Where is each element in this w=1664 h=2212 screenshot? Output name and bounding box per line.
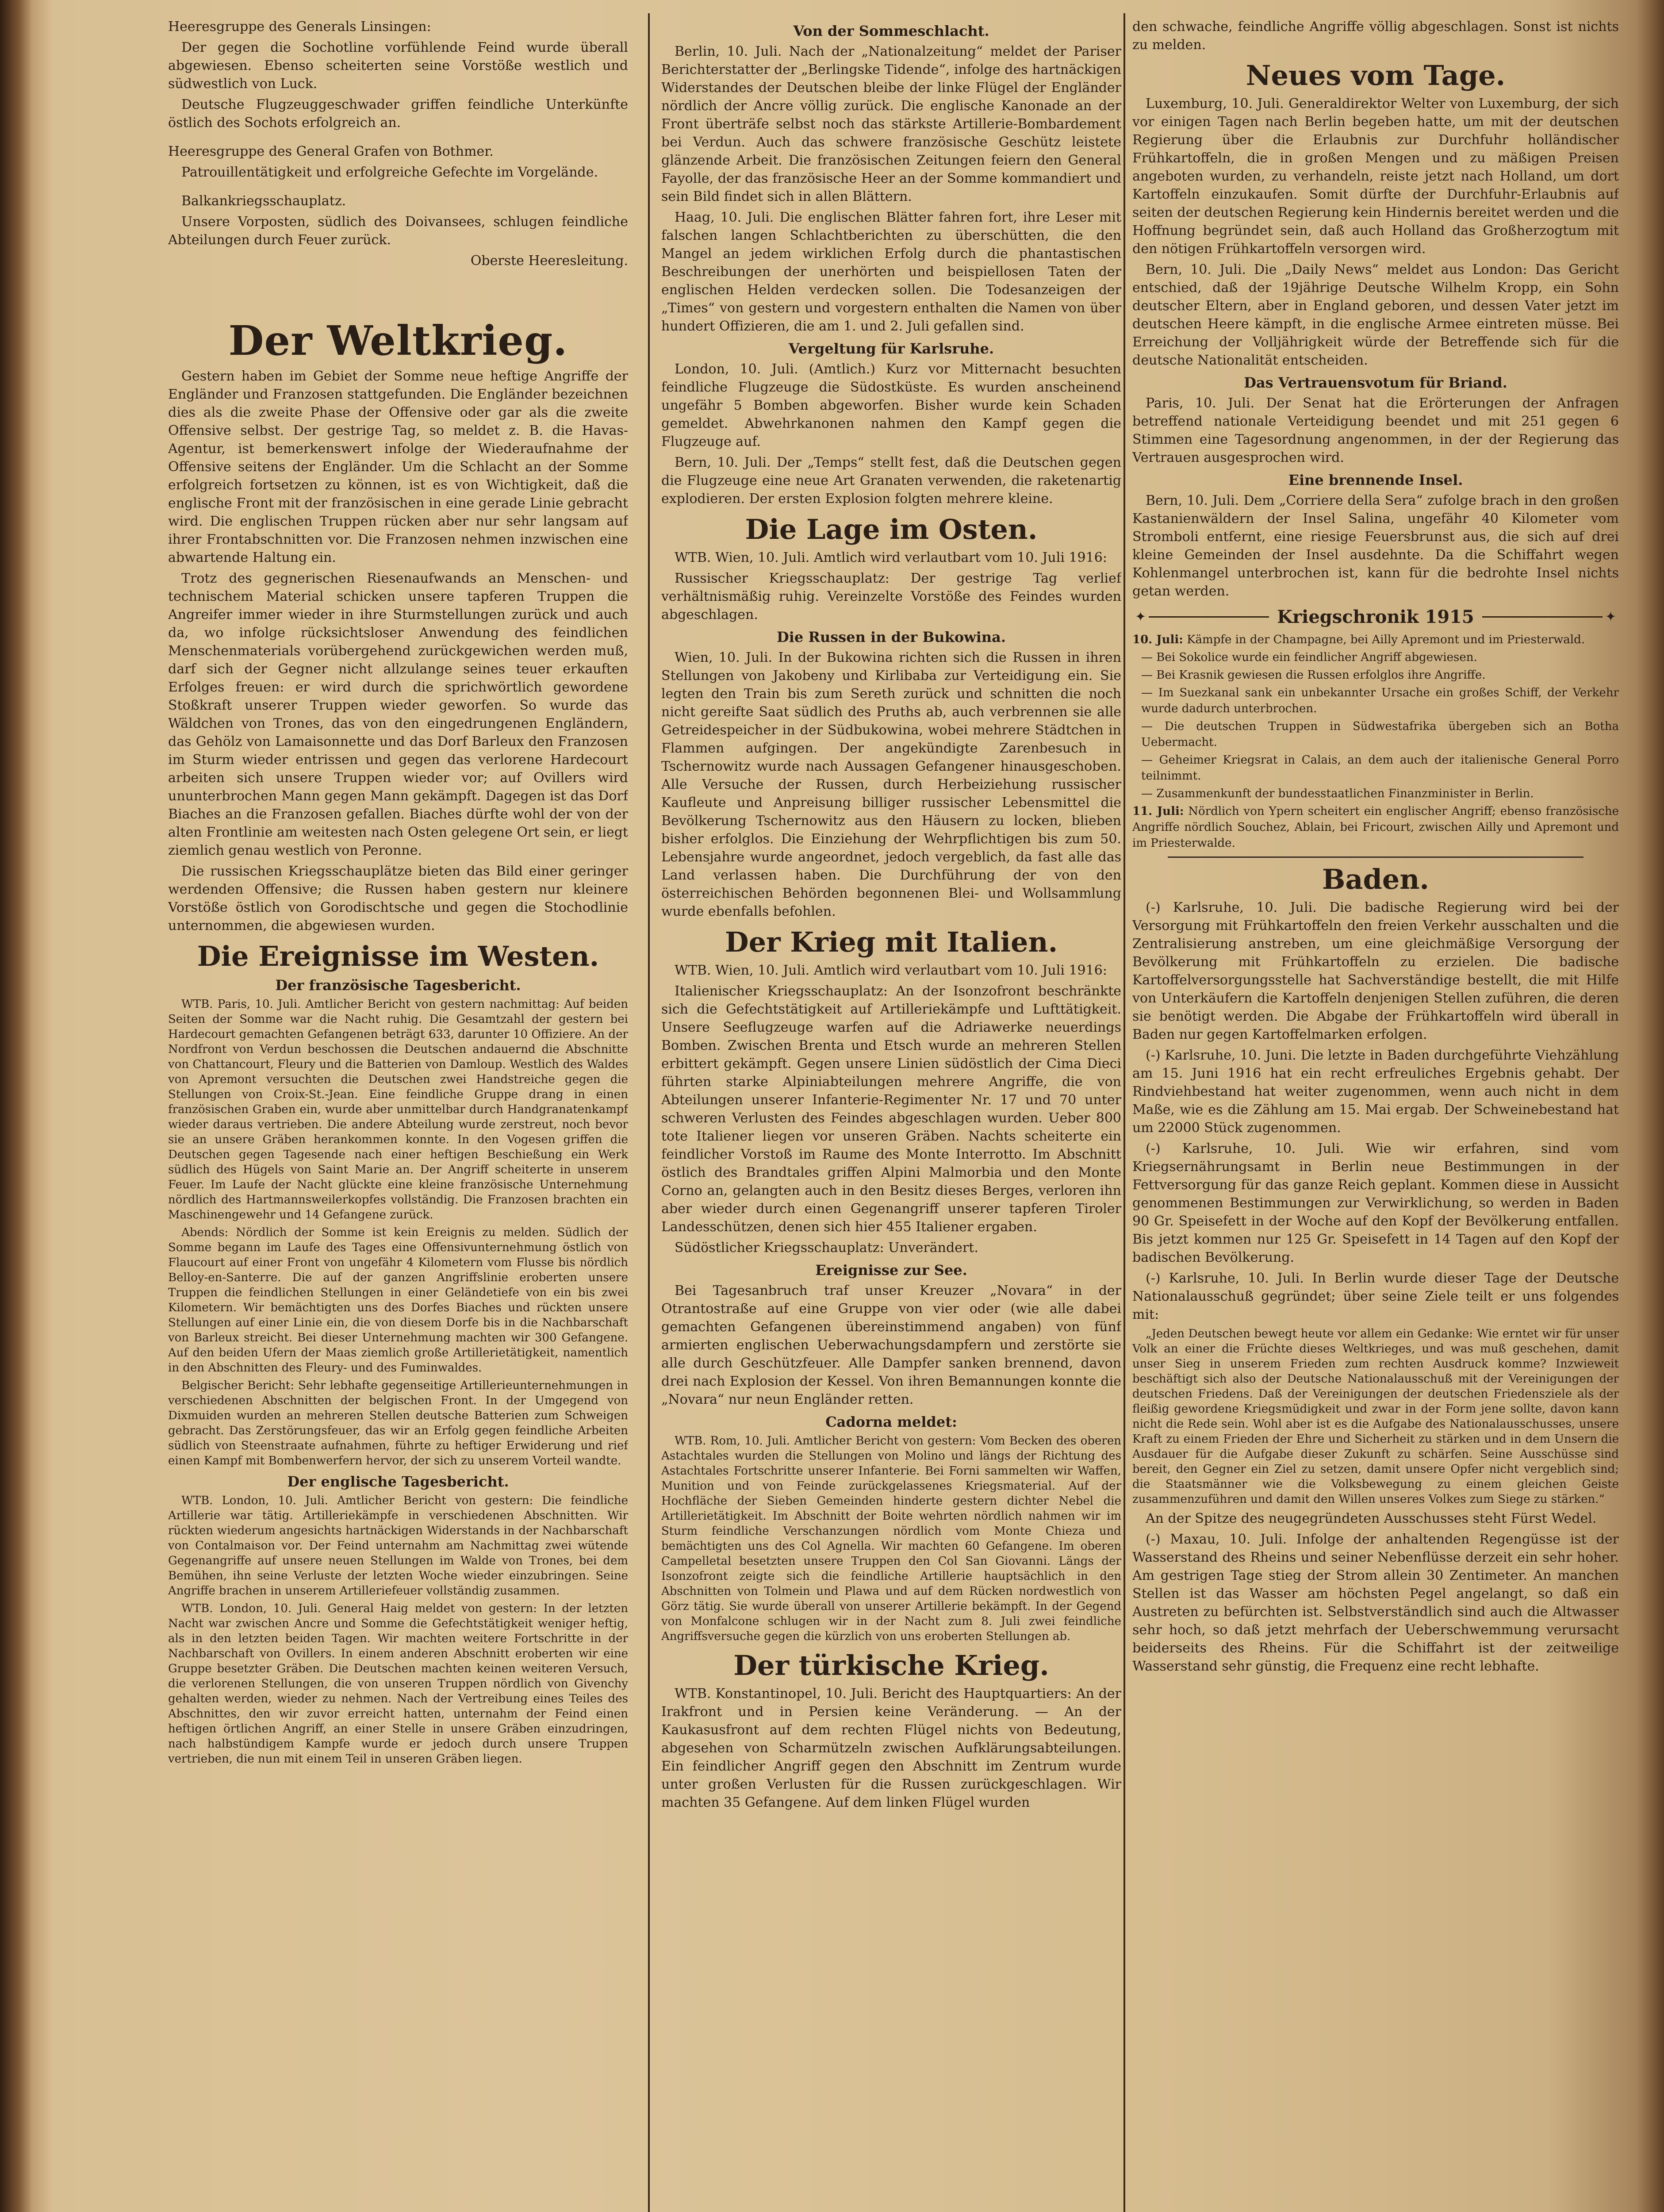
quote: „Jeden Deutschen bewegt heute vor allem ein Gedanke: Wie erntet wir für unser Volk an einer die Früchte dieses Weltkrieges, und was muß geschehen, damit unser Sieg in unserem Frieden zum rechten Ausdruck komme? Inzwieweit beschäftigt sich also der Deutsche Nationalausschuß mit der Vereinigungen der deutschen Friedens. Daß der Vereinigungen der deutschen Friedensziele als der fleißig gewordene Kriegsmüdigkeit und zwar in der Form jene sollte, davon kann nicht die Rede sein. Wohl aber ist es die Aufgabe des Nationalausschusses, unsere Kraft zu einem Frieden der Ehre und Sicherheit zu stärken und in dem Unsern die Ausdauer für die Aufgabe dieser Zukunft zu schärfen. Seine Ausschüsse sind bereit, den Gegner ein Ziel zu setzen, damit unsere Opfer nicht vergeblich sind; die Staatsmänner wie die Volksbewegung zu einem gleichen Geiste zusammenzuführen und damit den Willen unseres Volkes zum Siege zu stärken.“	[1132, 1327, 1619, 1506]
paragraph: Bern, 10. Juli. Der „Temps“ stellt fest, daß die Deutschen gegen die Flugzeuge eine neue Art Granaten verwenden, die raketenartig explodieren. Der ersten Explosion folgten mehrere kleine.	[661, 455, 1121, 507]
chronik-date: 10. Juli:	[1132, 633, 1183, 646]
paragraph: Belgischer Bericht: Sehr lebhafte gegenseitige Artillerieunternehmungen in verschiedenen Abschnitten der belgischen Front. In der Umgegend von Dixmuiden wurden an mehreren Stellen deutsche Batterien zum Schweigen gebracht. Das Zerstörungsfeuer, das wir an Erfolg gegen feindliche Arbeiten südlich von Steenstraate aufnahmen, führte zu heftiger Erwiderung und rief einen Kampf mit Bombenwerfern hervor, der sich zu unserem Vorteil wandte.	[168, 1379, 628, 1467]
ornament-icon: ✦	[1605, 609, 1617, 625]
paragraph: Paris, 10. Juli. Der Senat hat die Erörterungen der Anfragen betreffend nationale Verteidigung beendet und mit 251 gegen 6 Stimmen eine Tagesordnung angenommen, in der der Regierung das Vertrauen ausgesprochen wird.	[1132, 396, 1619, 465]
paragraph: Bern, 10. Juli. Die „Daily News“ meldet aus London: Das Gericht entschied, daß der 19jährige Deutsche Wilhelm Kropp, ein Sohn deutscher Eltern, aber in England geboren, und dessen Vater jetzt im deutschen Heere kämpft, in die englische Armee eintreten müsse. Bei Erreichung der Volljährigkeit würde der Betreffende sich für die deutsche Nationalität entscheiden.	[1132, 262, 1619, 368]
paragraph: Berlin, 10. Juli. Nach der „Nationalzeitung“ meldet der Pariser Berichterstatter der „Berlingske Tidende“, infolge des hartnäckigen Widerstandes der Deutschen bleibe der linke Flügel der Engländer nördlich der Ancre völlig zurück. Die englische Kanonade an der Front überträfe selbst noch das stärkste Artillerie-Bombardement bei Verdun. Auch das schwere französische Geschütz leistete glänzende Arbeit. Die französischen Zeitungen feiern den General Fayolle, der das französische Heer an der Somme kommandiert und sein Bild findet sich in allen Blättern.	[661, 44, 1121, 204]
paragraph: An der Spitze des neugegründeten Ausschusses steht Fürst Wedel.	[1146, 1511, 1597, 1526]
divider	[1482, 616, 1603, 618]
paragraph: Deutsche Flugzeuggeschwader griffen feindliche Unterkünfte östlich des Sochots erfolgreich an.	[168, 97, 628, 131]
paragraph: WTB. Konstantinopel, 10. Juli. Bericht des Hauptquartiers: An der Irakfront und in Persien keine Veränderung. — An der Kaukasusfront auf dem rechten Flügel nichts von Bedeutung, abgesehen von Scharmützeln zwischen Aufklärungsabteilungen. Ein feindlicher Angriff gegen den Abschnitt im Zentrum wurde unter großen Verlusten für die Russen zurückgeschlagen. Wir machten 35 Gefangene. Auf dem linken Flügel wurden	[661, 1686, 1121, 1810]
paragraph: Die russischen Kriegsschauplätze bieten das Bild einer geringer werdenden Offensive; die Russen haben gestern nur kleinere Vorstöße östlich von Gorodischtsche und gegen die Stochodlinie unternommen, die abgewiesen wurden.	[168, 864, 628, 933]
sub-heading: Ereignisse zur See.	[815, 1262, 967, 1279]
paragraph: Gestern haben im Gebiet der Somme neue heftige Angriffe der Engländer und Franzosen stattgefunden. Die Engländer bezeichnen dies als die zweite Phase der Offensive oder gar als die zweite Offensive selbst. Der gestrige Tag, so meldet z. B. die Havas-Agentur, ist bemerkenswert infolge der Wiederaufnahme der Offensive seitens der Engländer. Um die Schlacht an der Somme erfolgreich fortsetzen zu können, ist es von Wichtigkeit, daß die englische Front mit der französischen in eine gerade Linie gebracht wird. Die englischen Truppen rücken aber nur sehr langsam auf ihrer Frontabschnitten vor. Die Franzosen nehmen inzwischen eine abwartende Haltung ein.	[168, 369, 628, 565]
balkan-heading: Balkankriegsschauplatz.	[181, 193, 346, 209]
paragraph: Italienischer Kriegsschauplatz: An der Isonzofront beschränkte sich die Gefechtstätigkeit auf Artilleriekämpfe und Lufttätigkeit. Unsere Seeflugzeuge warfen auf die Adriawerke neuerdings Bomben. Zwischen Brenta und Etsch wurde an mehreren Stellen erbittert gekämpft. Gegen unsere Linien südöstlich der Cima Dieci führten starke Alpiniabteilungen mehrere Angriffe, die von Abteilungen unserer Infanterie-Regimenter Nr. 17 und 70 unter schweren Verlusten des Feindes abgeschlagen wurden. Ueber 800 tote Italiener liegen vor unseren Gräben. Nachts scheiterte ein feindlicher Vorstoß im Raume des Monte Interrotto. Im Abschnitt östlich des Brandtales griffen Alpini Malmorbia und den Monte Corno an, gelangten auch in den Besitz dieses Berges, verloren ihn aber wieder durch einen Gegenangriff unserer tapferen Tiroler Landesschützen, denen sich hier 455 Italiener ergaben.	[661, 983, 1121, 1235]
chronik-item: — Zusammenkunft der bundesstaatlichen Finanzminister in Berlin.	[1141, 787, 1534, 800]
paragraph: (-) Karlsruhe, 10. Juni. Die letzte in Baden durchgeführte Viehzählung am 15. Juni 1916 hat ein recht erfreuliches Ergebnis gehabt. Der Rindviehbestand hat weiter zugenommen, wenn auch nicht in dem Maße, wie es die Zählung am 15. Mai ergab. Der Schweinebestand hat um 22000 Stück zugenommen.	[1132, 1048, 1619, 1136]
section-title: Die Lage im Osten.	[745, 513, 1038, 545]
paragraph: (-) Maxau, 10. Juli. Infolge der anhaltenden Regengüsse ist der Wasserstand des Rheins und seiner Nebenflüsse derzeit ein sehr hoher. Am gestrigen Tage stieg der Strom allein 30 Zentimeter. An manchen Stellen ist das Wasser am höchsten Pegel angelangt, so daß ein Austreten zu befürchten ist. Selbstverständlich sind auch die Altwasser sehr hoch, so daß jetzt mehrfach der Ueberschwemmung verursacht beiderseits des Rheins. Für die Schiffahrt ist der zeitweilige Wasserstand sehr günstig, die Frequenz eine recht lebhafte.	[1132, 1532, 1619, 1674]
column-middle	[661, 18, 1121, 1814]
paragraph: den schwache, feindliche Angriffe völlig abgeschlagen. Sonst ist nichts zu melden.	[1132, 19, 1619, 53]
paragraph: WTB. Wien, 10. Juli. Amtlich wird verlautbart vom 10. Juli 1916:	[675, 963, 1107, 978]
column-rule	[1123, 13, 1125, 2212]
book-binding	[0, 0, 31, 2212]
chronik-item: — Die deutschen Truppen in Südwestafrika übergeben sich an Botha Uebermacht.	[1141, 720, 1619, 749]
chronik-entry	[1132, 803, 1619, 851]
paragraph: Der gegen die Sochotline vorfühlende Feind wurde überall abgewiesen. Ebenso scheiterten seine Vorstöße westlich und südwestlich von Luck.	[168, 40, 628, 92]
section-title: Baden.	[1322, 863, 1430, 895]
paragraph: WTB. London, 10. Juli. Amtlicher Bericht von gestern: Die feindliche Artillerie war tätig. Artilleriekämpfe in verschiedenen Abschnitten. Wir rückten wiederum angesichts hartnäckigen Widerstands in der Nachbarschaft von Contalmaison vor. Der Feind unternahm am Nachmittag zwei wütende Gegenangriffe auf unsere neuen Stellungen im Walde von Trones, bei dem Bemühen, ihn seine Verluste der letzten Woche wieder einzubringen. Seine Angriffe brachen in unserem Artilleriefeuer vollständig zusammen.	[168, 1494, 628, 1598]
section-title: Der Weltkrieg.	[228, 317, 568, 365]
chronik-text: Kämpfe in der Champagne, bei Ailly Apremont und im Priesterwald.	[1187, 633, 1585, 646]
chronik-list	[1132, 632, 1619, 851]
section-title: Der türkische Krieg.	[733, 1649, 1049, 1682]
chronik-item: — Bei Krasnik gewiesen die Russen erfolglos ihre Angriffe.	[1141, 668, 1486, 682]
chronik-header	[1132, 607, 1619, 627]
paragraph: (-) Karlsruhe, 10. Juli. In Berlin wurde dieser Tage der Deutsche Nationalausschuß gegründet; über seine Ziele teilt er uns folgendes mit:	[1132, 1271, 1619, 1322]
paragraph: WTB. London, 10. Juli. General Haig meldet von gestern: In der letzten Nacht war zwischen Ancre und Somme die Gefechtstätigkeit weniger heftig, als in den letzten beiden Tagen. Wir machten weitere Fortschritte in der Nachbarschaft von Ovillers. In einem anderen Abschnitt eroberten wir eine Gruppe besetzter Gräben. Die Deutschen machten keinen weiteren Versuch, die verlorenen Stellungen, die von unseren Truppen nördlich von Givenchy gehalten werden, wieder zu nehmen. Nach der Vertreibung eines Teiles des Abschnittes, den wir zuvor erreicht hatten, unternahm der Feind einen heftigen örtlichen Angriff, an einer Stelle in unsere Gräben einzudringen, nach halbstündigem Kampfe wurde er jedoch durch unsere Truppen vertrieben, die nun mit einem Teil in unseren Gräben liegen.	[168, 1602, 628, 1766]
column-rule	[648, 13, 650, 2212]
sub-heading: Die Russen in der Bukowina.	[776, 629, 1006, 645]
section-title: Neues vom Tage.	[1246, 59, 1506, 92]
divider	[1149, 616, 1269, 618]
sub-heading: Von der Sommeschlacht.	[793, 23, 989, 39]
paragraph: Luxemburg, 10. Juli. Generaldirektor Welter von Luxemburg, der sich vor einigen Tagen nach Berlin begeben hatte, um mit der deutschen Regierung über die Erlaubnis zur Durchfuhr holländischer Frühkartoffeln, die in großen Mengen und zu mäßigen Preisen angeboten wurden, zu verhandeln, reiste jetzt nach Holland, um dort Kartoffeln einzukaufen. Somit dürfte der Durchfuhr-Erlaubnis auf seiten der deutschen Regierung kein Hindernis bereitet werden und die Hoffnung begründet sein, daß auch Holland das Großherzogtum mit den nötigen Frühkartoffeln versorgen wird.	[1132, 96, 1619, 257]
chronik-item: — Im Suezkanal sank ein unbekannter Ursache ein großes Schiff, der Verkehr wurde dadurch unterbrochen.	[1141, 686, 1619, 715]
paragraph: Trotz des gegnerischen Riesenaufwands an Menschen- und technischem Material schicken unsere tapferen Truppen die Angreifer immer wieder in ihre Sturmstellungen zurück und auch da, wo infolge rücksichtsloser Anwendung des feindlichen Menschenmaterials vorübergehend zurückgewichen werden muß, darf sich der Gegner nicht allzulange seines teuer erkauften Erfolges freuen: er wird durch die sprichwörtlich gewordene Stoßkraft unserer Truppen wieder geworfen. So wurde das Wäldchen von Trones, das von den eingedrungenen Engländern, das Gehölz von Lamaisonnette und das Dorf Barleux den Franzosen im Sturm wieder entrissen und gegen das verlorene Hardecourt arbeiten sich unsere Truppen wieder vor; auf Ovillers wird ununterbrochen Mann gegen Mann gekämpft. Dagegen ist das Dorf Biaches an die Franzosen gefallen. Biaches dürfte wohl der von der alten Frontlinie am weitesten nach Osten gelegene Ort sein, er liegt ziemlich genau westlich von Peronne.	[168, 571, 628, 858]
chronik-item: — Geheimer Kriegsrat in Calais, an dem auch der italienische General Porro teilnimmt.	[1141, 753, 1619, 783]
chronik-title: Kriegschronik 1915	[1277, 607, 1474, 627]
sub-heading: Eine brennende Insel.	[1288, 472, 1463, 488]
paragraph: WTB. Rom, 10. Juli. Amtlicher Bericht von gestern: Vom Becken des oberen Astachtales wurden die Stellungen von Molino und längs der Richtung des Astachtales Fortschritte unserer Infanterie. Bei Forni sammelten wir Waffen, Munition und von Feinde zurückgelassenes Kriegsmaterial. Auf der Hochfläche der Sieben Gemeinden hinderte gestern dichter Nebel die Artillerietätigkeit. Im Abschnitt der Boite wehrten nördlich nahmen wir im Sturm feindliche Verschanzungen nördlich vom Monte Chieza und bemächtigten uns des Col Agnella. Wir machten 60 Gefangene. Im oberen Campelletal besetzten unsere Truppen den Col San Giovanni. Längs der Isonzofront zeigte sich die feindliche Artillerie hauptsächlich in den Abschnitten von Tolmein und Plawa und auf dem Rücken nordwestlich von Görz tätig. Sie wurde überall von unserer Artillerie bekämpft. In der Gegend von Monfalcone schlugen wir in der Nacht zum 8. Juli zwei feindliche Angriffsversuche gegen die kürzlich von uns eroberten Stellungen ab.	[661, 1434, 1121, 1643]
section-title: Die Ereignisse im Westen.	[197, 940, 599, 972]
paragraph: WTB. Paris, 10. Juli. Amtlicher Bericht von gestern nachmittag: Auf beiden Seiten der Somme war die Nacht ruhig. Die Gesamtzahl der gestern bei Hardecourt gemachten Gefangenen beträgt 633, darunter 10 Offiziere. An der Nordfront von Verdun beschossen die Deutschen andauernd die Abschnitte von Chattancourt, Fleury und die Batterien von Damloup. Westlich des Waldes von Apremont versuchten die Deutschen zwei Handstreiche gegen die Stellungen von Croix-St.-Jean. Eine feindliche Gruppe drang in einen französischen Graben ein, wurde aber unmittelbar durch Handgranatenkampf wieder daraus vertrieben. Die andere Abteilung wurde zerstreut, noch bevor sie an unsere Gräben herankommen konnte. In den Vogesen griffen die Deutschen gegen Tagesende nach einer heftigen Beschießung ein Werk südlich des Hügels von Saint Marie an. Der Angriff scheiterte in unserem Feuer. Im Laufe der Nacht glückte eine kleine französische Unternehmung nördlich des Hartmannsweilerkopfes vollständig. Die Franzosen brachten ein Maschinengewehr und 14 Gefangene zurück.	[168, 998, 628, 1221]
sub-heading: Cadorna meldet:	[825, 1413, 957, 1430]
paragraph: Patrouillentätigkeit und erfolgreiche Gefechte im Vorgelände.	[181, 165, 598, 180]
paragraph: Russischer Kriegsschauplatz: Der gestrige Tag verlief verhältnismäßig ruhig. Vereinzelte Vorstöße des Feindes wurden abgeschlagen.	[661, 571, 1121, 622]
paragraph: (-) Karlsruhe, 10. Juli. Die badische Regierung wird bei der Versorgung mit Frühkartoffeln den freien Verkehr ausschalten und die Zentralisierung anstreben, um eine gleichmäßige Versorgung der Bevölkerung mit Frühkartoffeln zu erzielen. Die badische Kartoffelversorgungsstelle hat Sachverständige bestellt, die mit Hilfe von Unterkäufern die Kartoffeln denjenigen Stellen zuführen, die deren sie benötigt werden. Die Abgabe der Frühkartoffeln wird überall in Baden nur gegen Kartoffelmarken erfolgen.	[1132, 900, 1619, 1042]
signature: Oberste Heeresleitung.	[470, 253, 628, 269]
ornament-icon: ✦	[1135, 609, 1146, 625]
paragraph: Unsere Vorposten, südlich des Doivansees, schlugen feindliche Abteilungen durch Feuer zurück.	[168, 214, 628, 248]
paragraph: Bei Tagesanbruch traf unser Kreuzer „Novara“ in der Otrantostraße auf eine Gruppe von vier oder (wie alle dabei gemachten Gefangenen übereinstimmend angaben) von fünf armierten englischen Ueberwachungsdampfern und zerstörte sie alle durch Geschützfeuer. Alle Dampfer sanken brennend, davon drei nach Explosion der Kessel. Von ihren Bemannungen konnte die „Novara“ nur neun Engländer retten.	[661, 1283, 1121, 1407]
heeresgruppe-heading: Heeresgruppe des Generals Linsingen:	[168, 19, 431, 35]
paragraph: Südöstlicher Kriegsschauplatz: Unverändert.	[675, 1240, 978, 1256]
paragraph: Wien, 10. Juli. In der Bukowina richten sich die Russen in ihren Stellungen von Jakobeny und Kirlibaba zur Verteidigung ein. Sie legten den Train bis zum Sereth zurück und schnitten die noch nicht gereifte Saat südlich des Pruths ab, auch verbrennen sie alle Getreidespeicher in der Südbukowina, wobei mehrere Städtchen in Flammen aufgingen. Der angekündigte Zarenbesuch in Tschernowitz wurde nach Aussagen Gefangener hinausgeschoben. Alle Versuche der Russen, durch Herbeiziehung russischer Kaufleute und Anpreisung billiger russischer Lebensmittel die Bevölkerung Tschernowitz aus den Häusern zu locken, blieben bisher erfolglos. Die Einziehung der Wehrpflichtigen bis zum 50. Lebensjahre wurde angeordnet, jedoch vergeblich, da fast alle das Land verlassen haben. Die Durchführung der von den österreichischen Behörden begonnenen Blei- und Wollsammlung wurde ebenfalls befohlen.	[661, 650, 1121, 919]
paragraph: Abends: Nördlich der Somme ist kein Ereignis zu melden. Südlich der Somme begann im Laufe des Tages eine Offensivunternehmung östlich von Flaucourt auf einer Front von ungefähr 4 Kilometern vom Flusse bis nördlich Belloy-en-Santerre. Die auf der ganzen Angriffslinie eroberten unsere Truppen die feindlichen Stellungen in einer Geländetiefe von ein bis zwei Kilometern. Wir bemächtigten uns des Dorfes Biaches und rückten unsere Stellungen auf einer Linie ein, die von diesem Dorfe bis in die Nachbarschaft von Barleux streicht. Bei dieser Unternehmung machten wir 300 Gefangene. Auf den beiden Ufern der Maas ziemlich große Artillerietätigkeit, namentlich in den Abschnitten des Fleury- und des Fuminwaldes.	[168, 1226, 628, 1375]
column-right	[1132, 18, 1619, 1678]
paragraph: London, 10. Juli. (Amtlich.) Kurz vor Mitternacht besuchten feindliche Flugzeuge die Südostküste. Es wurden anscheinend ungefähr 5 Bomben abgeworfen. Bisher wurde kein Schaden gemeldet. Abwehrkanonen nahmen den Kampf gegen die Flugzeuge auf.	[661, 361, 1121, 449]
paragraph: Haag, 10. Juli. Die englischen Blätter fahren fort, ihre Leser mit falschen langen Schlachtberichten zu überschütten, die den Mangel an jedem wirklichen Erfolg durch die phantastischen Beschreibungen der unerhörten und beispiellosen Taten der englischen Helden verdecken sollen. Die Todesanzeigen der „Times“ von gestern und vorgestern enthalten die Namen von über hundert Offizieren, die am 1. und 2. Juli gefallen sind.	[661, 210, 1121, 334]
paragraph: (-) Karlsruhe, 10. Juli. Wie wir erfahren, sind vom Kriegsernährungsamt in Berlin neue Bestimmungen in der Fettversorgung für das ganze Reich geplant. Kommen diese in Aussicht genommenen Bestimmungen zur Verwirklichung, so werden in Baden 90 Gr. Speisefett in der Woche auf den Kopf der Bevölkerung entfallen. Bis jetzt kommen nur 125 Gr. Speisefett in 14 Tagen auf den Kopf der badischen Bevölkerung.	[1132, 1141, 1619, 1265]
chronik-text: Nördlich von Ypern scheitert ein englischer Angriff; ebenso französische Angriffe nördlich Souchez, Ablain, bei Fricourt, zwischen Ailly und Apremont und im Priesterwalde.	[1132, 805, 1619, 850]
section-title: Der Krieg mit Italien.	[725, 926, 1058, 958]
sub-heading: Vergeltung für Karlsruhe.	[788, 340, 994, 357]
sub-heading: Das Vertrauensvotum für Briand.	[1244, 374, 1507, 391]
paragraph: WTB. Wien, 10. Juli. Amtlich wird verlautbart vom 10. Juli 1916:	[675, 550, 1107, 565]
sub-heading: Der englische Tagesbericht.	[287, 1473, 509, 1490]
heeresgruppe-heading: Heeresgruppe des General Grafen von Bothmer.	[168, 144, 494, 159]
sub-heading: Der französische Tagesbericht.	[275, 977, 521, 994]
chronik-item: — Bei Sokolice wurde ein feindlicher Angriff abgewiesen.	[1141, 651, 1477, 664]
chronik-entry	[1132, 632, 1619, 648]
column-left	[168, 18, 628, 1769]
chronik-date: 11. Juli:	[1132, 805, 1184, 818]
divider	[1168, 856, 1583, 858]
paragraph: Bern, 10. Juli. Dem „Corriere della Sera“ zufolge brach in den großen Kastanienwäldern der Insel Salina, ungefähr 40 Kilometer vom Stromboli entfernt, eine riesige Feuersbrunst aus, die sich auf drei kleine Gemeinden der Insel ausdehnte. Da die Schiffahrt wegen Kohlenmangel unterbrochen ist, kann für die bedrohte Insel nichts getan werden.	[1132, 493, 1619, 599]
